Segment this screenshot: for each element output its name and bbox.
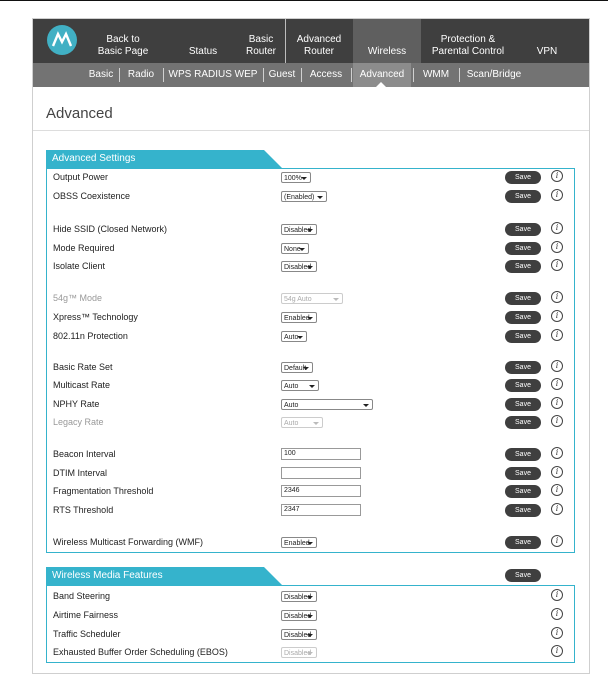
settings-row	[53, 396, 573, 414]
select-value: Disabled	[284, 227, 312, 234]
subnav-divider	[413, 68, 414, 82]
nav-vpn[interactable]	[527, 19, 567, 63]
chevron-down-icon	[307, 596, 313, 599]
nav-label: Status	[188, 46, 218, 57]
select-value: (Enabled)	[284, 194, 315, 201]
setting-label: Multicast Rate	[53, 380, 111, 390]
setting-label: Mode Required	[53, 243, 115, 253]
chevron-down-icon	[307, 542, 313, 545]
save-button[interactable]: Save	[505, 311, 541, 324]
motorola-logo-icon[interactable]	[47, 25, 77, 55]
setting-label: Airtime Fairness	[53, 610, 119, 620]
save-button[interactable]: Save	[505, 416, 541, 429]
setting-label: DTIM Interval	[53, 468, 108, 478]
setting-label: Traffic Scheduler	[53, 629, 121, 639]
setting-label: Output Power	[53, 172, 109, 182]
subnav-divider	[263, 68, 264, 82]
nav-label: Wireless	[367, 46, 407, 57]
chevron-down-icon	[307, 266, 313, 269]
nav-protection-parental-control[interactable]	[425, 19, 511, 63]
setting-label: NPHY Rate	[53, 399, 100, 409]
save-button[interactable]: Save	[505, 260, 541, 273]
info-icon[interactable]: i	[551, 291, 563, 303]
settings-row	[53, 359, 573, 377]
setting-select[interactable]	[281, 537, 317, 548]
chevron-down-icon	[309, 385, 315, 388]
info-icon[interactable]: i	[551, 415, 563, 427]
wmf-save-button[interactable]: Save	[505, 569, 541, 582]
setting-text-input[interactable]	[281, 467, 361, 479]
info-icon[interactable]: i	[551, 447, 563, 459]
chevron-down-icon	[303, 367, 309, 370]
nav-back-to-basic[interactable]	[93, 19, 153, 63]
save-button[interactable]: Save	[505, 448, 541, 461]
setting-select[interactable]	[281, 362, 313, 373]
save-button[interactable]: Save	[505, 504, 541, 517]
save-button[interactable]: Save	[505, 485, 541, 498]
select-value: Auto	[284, 383, 299, 390]
settings-row	[53, 290, 573, 308]
save-button[interactable]: Save	[505, 361, 541, 374]
save-button[interactable]: Save	[505, 330, 541, 343]
info-icon[interactable]: i	[551, 241, 563, 253]
settings-row	[53, 414, 573, 432]
setting-text-input[interactable]: 100	[281, 448, 361, 460]
chevron-down-icon	[363, 404, 369, 407]
secondary-nav	[33, 63, 589, 87]
settings-row	[53, 588, 573, 606]
nav-label: Back to Basic Page	[97, 34, 149, 57]
setting-select	[281, 417, 323, 428]
setting-select[interactable]	[281, 331, 307, 342]
subnav-divider	[301, 68, 302, 82]
setting-select[interactable]	[281, 261, 317, 272]
subtab-radio[interactable]: Radio	[127, 69, 155, 80]
chevron-down-icon	[297, 336, 303, 339]
info-icon[interactable]: i	[551, 310, 563, 322]
setting-label: Band Steering	[53, 591, 111, 601]
info-icon[interactable]: i	[551, 189, 563, 201]
router-admin-frame	[32, 18, 590, 674]
subnav-divider	[459, 68, 460, 82]
settings-row	[53, 377, 573, 395]
nav-wireless[interactable]	[353, 19, 421, 63]
settings-row	[53, 465, 573, 483]
select-value: None	[284, 246, 301, 253]
settings-row	[53, 502, 573, 520]
info-icon[interactable]: i	[551, 378, 563, 390]
save-button[interactable]: Save	[505, 398, 541, 411]
setting-select	[281, 293, 343, 304]
setting-select[interactable]	[281, 380, 319, 391]
select-value: Disabled	[284, 613, 312, 620]
chevron-down-icon	[307, 229, 313, 232]
settings-row	[53, 534, 573, 552]
save-button[interactable]: Save	[505, 467, 541, 480]
setting-select[interactable]	[281, 591, 317, 602]
top-border	[0, 0, 608, 1]
setting-text-input[interactable]: 2347	[281, 504, 361, 516]
info-icon[interactable]: i	[551, 259, 563, 271]
nav-status[interactable]	[181, 19, 225, 63]
nav-label: Basic Router	[245, 34, 276, 57]
save-button[interactable]: Save	[505, 190, 541, 203]
setting-select[interactable]	[281, 312, 317, 323]
setting-select[interactable]	[281, 172, 311, 183]
chevron-down-icon	[307, 634, 313, 637]
chevron-down-icon	[307, 615, 313, 618]
chevron-down-icon	[333, 298, 339, 301]
setting-select[interactable]	[281, 224, 317, 235]
info-icon[interactable]: i	[551, 360, 563, 372]
chevron-down-icon	[301, 177, 307, 180]
setting-label: Isolate Client	[53, 261, 106, 271]
settings-row	[53, 446, 573, 464]
chevron-down-icon	[313, 422, 319, 425]
save-button[interactable]: Save	[505, 536, 541, 549]
info-icon[interactable]: i	[551, 466, 563, 478]
info-icon[interactable]: i	[551, 627, 563, 639]
chevron-down-icon	[317, 196, 323, 199]
subtab-basic[interactable]: Basic	[88, 69, 114, 80]
settings-row	[53, 221, 573, 239]
chevron-down-icon	[307, 652, 313, 655]
nav-label: VPN	[536, 46, 558, 57]
setting-select[interactable]	[281, 191, 327, 202]
setting-label: Basic Rate Set	[53, 362, 113, 372]
nav-basic-router[interactable]	[239, 19, 283, 63]
settings-row	[53, 258, 573, 276]
settings-row	[53, 188, 573, 206]
setting-label: Xpress™ Technology	[53, 312, 138, 322]
nav-advanced-router[interactable]	[286, 19, 352, 63]
setting-label: OBSS Coexistence	[53, 191, 131, 201]
select-value: Default	[284, 365, 307, 372]
subtab-access[interactable]: Access	[309, 69, 343, 80]
settings-row	[53, 169, 573, 187]
info-icon[interactable]: i	[551, 645, 563, 657]
chevron-down-icon	[307, 317, 313, 320]
select-value: Auto	[284, 402, 299, 409]
chevron-down-icon	[299, 248, 305, 251]
select-value: Enabled	[284, 540, 310, 547]
info-icon[interactable]: i	[551, 484, 563, 496]
select-value: Enabled	[284, 315, 310, 322]
save-button[interactable]: Save	[505, 171, 541, 184]
setting-label: Fragmentation Threshold	[53, 486, 154, 496]
setting-select[interactable]	[281, 610, 317, 621]
setting-label: RTS Threshold	[53, 505, 114, 515]
info-icon[interactable]: i	[551, 589, 563, 601]
info-icon[interactable]: i	[551, 397, 563, 409]
select-value: Auto	[284, 420, 299, 427]
title-divider	[33, 130, 589, 131]
page-title: Advanced	[46, 105, 113, 122]
setting-label: Exhausted Buffer Order Scheduling (EBOS)	[53, 647, 228, 657]
setting-label: Legacy Rate	[53, 417, 104, 427]
advanced-settings-header: Advanced Settings	[46, 150, 264, 168]
subnav-divider	[351, 68, 352, 82]
setting-select	[281, 647, 317, 658]
setting-label: 802.11n Protection	[53, 331, 128, 341]
select-value: Disabled	[284, 650, 312, 657]
setting-label: Hide SSID (Closed Network)	[53, 224, 168, 234]
settings-row	[53, 607, 573, 625]
subtab-guest[interactable]: Guest	[268, 69, 296, 80]
setting-label: Wireless Multicast Forwarding (WMF)	[53, 537, 204, 547]
select-value: 100%	[284, 175, 302, 182]
subtab-scan-bridge[interactable]: Scan/Bridge	[466, 69, 522, 80]
info-icon[interactable]: i	[551, 608, 563, 620]
primary-nav	[33, 19, 589, 63]
info-icon[interactable]: i	[551, 329, 563, 341]
settings-row	[53, 309, 573, 327]
settings-row	[53, 626, 573, 644]
subtab-wps-radius-wep[interactable]: WPS RADIUS WEP	[168, 69, 258, 80]
setting-label: Beacon Interval	[53, 449, 116, 459]
info-icon[interactable]: i	[551, 535, 563, 547]
subtab-advanced[interactable]: Advanced	[353, 63, 411, 87]
save-button[interactable]: Save	[505, 223, 541, 236]
settings-row	[53, 644, 573, 662]
setting-select[interactable]	[281, 399, 373, 410]
setting-select[interactable]	[281, 243, 309, 254]
settings-row	[53, 240, 573, 258]
settings-row	[53, 483, 573, 501]
subnav-divider	[163, 68, 164, 82]
select-value: Disabled	[284, 264, 312, 271]
wireless-media-features-header: Wireless Media Features	[46, 567, 264, 585]
select-value: Auto	[284, 334, 299, 341]
settings-row	[53, 328, 573, 346]
save-button[interactable]: Save	[505, 242, 541, 255]
subnav-divider	[119, 68, 120, 82]
select-value: Disabled	[284, 594, 312, 601]
info-icon[interactable]: i	[551, 222, 563, 234]
info-icon[interactable]: i	[551, 503, 563, 515]
setting-text-input[interactable]: 2346	[281, 485, 361, 497]
save-button[interactable]: Save	[505, 379, 541, 392]
select-value: 54g Auto	[284, 296, 312, 303]
select-value: Disabled	[284, 632, 312, 639]
info-icon[interactable]: i	[551, 170, 563, 182]
save-button[interactable]: Save	[505, 292, 541, 305]
nav-label: Advanced Router	[296, 34, 342, 57]
setting-select[interactable]	[281, 629, 317, 640]
subtab-wmm[interactable]: WMM	[422, 69, 450, 80]
nav-label: Protection & Parental Control	[431, 34, 505, 57]
setting-label: 54g™ Mode	[53, 293, 103, 303]
active-tab-caret-icon	[376, 82, 386, 87]
